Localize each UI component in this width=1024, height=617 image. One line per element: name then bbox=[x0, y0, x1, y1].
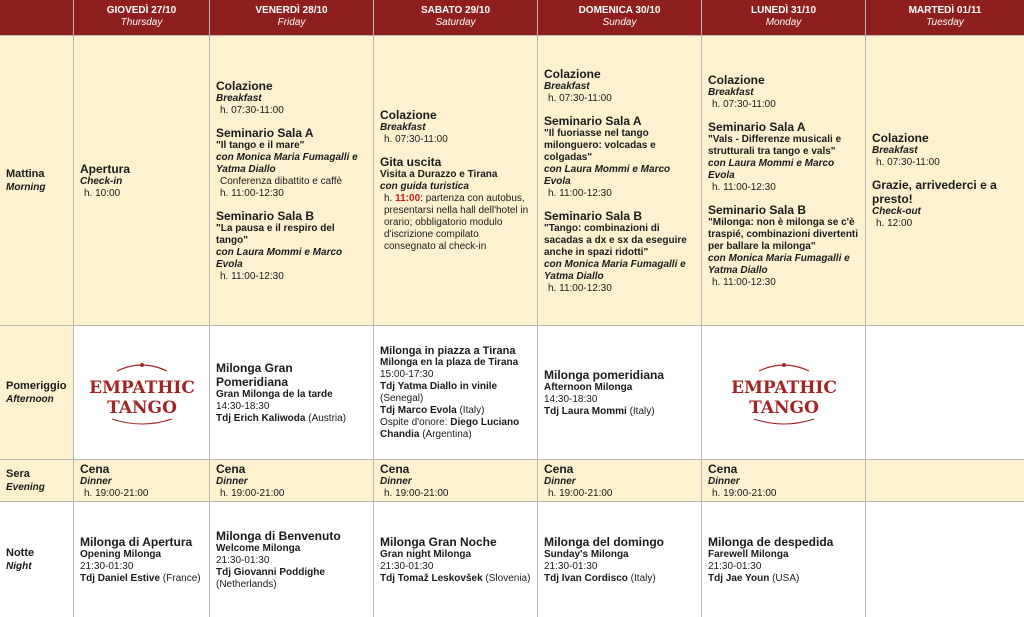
event-theme: "La pausa e il respiro del tango" bbox=[216, 222, 335, 246]
dj-name: Tdj Yatma Diallo in vinile bbox=[380, 380, 498, 392]
event-title: Seminario Sala B bbox=[708, 202, 807, 217]
event-theme: Visita a Durazzo e Tirana bbox=[380, 169, 498, 180]
evening-saturday bbox=[374, 460, 538, 502]
event-subtitle: Afternoon Milonga bbox=[544, 381, 633, 393]
logo-line1: EMPATHIC bbox=[88, 377, 195, 398]
event-title: Seminario Sala A bbox=[216, 125, 314, 140]
dj-name: Tdj Marco Evola bbox=[380, 404, 457, 416]
evening-sunday bbox=[538, 460, 702, 502]
header-tuesday bbox=[866, 0, 1024, 36]
event-subtitle: Breakfast bbox=[544, 80, 590, 92]
event-block bbox=[216, 79, 367, 117]
event-note bbox=[380, 193, 531, 253]
event-block bbox=[872, 178, 1018, 230]
event-subtitle: Farewell Milonga bbox=[708, 548, 789, 560]
header-monday bbox=[702, 0, 866, 36]
event-hours: h. 19:00-21:00 bbox=[712, 487, 777, 499]
event-hours: h. 10:00 bbox=[84, 187, 121, 199]
event-hours: h. 19:00-21:00 bbox=[548, 487, 613, 499]
row-label-en: Morning bbox=[6, 181, 46, 193]
header-thursday bbox=[74, 0, 210, 36]
afternoon-thursday-logo bbox=[74, 326, 210, 460]
event-hours: h. 19:00-21:00 bbox=[220, 487, 285, 499]
guest-name: Diego Luciano Chandia bbox=[380, 416, 520, 440]
dj-country: (Slovenia) bbox=[482, 572, 531, 584]
afternoon-saturday bbox=[374, 326, 538, 460]
event-title: Colazione bbox=[708, 72, 765, 87]
event-dj bbox=[80, 573, 203, 585]
event-note: Conferenza dibattito e caffè bbox=[220, 175, 343, 187]
event-subtitle: Dinner bbox=[80, 475, 112, 487]
event-hours: h. 11:00-12:30 bbox=[220, 270, 284, 282]
event-block bbox=[544, 209, 695, 295]
dj-name: Tdj Giovanni Poddighe bbox=[216, 566, 325, 578]
event-hours: h. 19:00-21:00 bbox=[384, 487, 449, 499]
event-title: Apertura bbox=[80, 161, 131, 176]
event-title: Cena bbox=[544, 461, 574, 476]
night-saturday bbox=[374, 502, 538, 617]
row-label: Pomeriggio bbox=[6, 379, 67, 392]
event-dj bbox=[216, 413, 367, 425]
event-subtitle: Dinner bbox=[708, 475, 740, 487]
event-hours: 21:30-01:30 bbox=[80, 560, 134, 572]
row-label-afternoon bbox=[0, 326, 74, 460]
event-dj bbox=[708, 573, 859, 585]
afternoon-monday-logo bbox=[702, 326, 866, 460]
day-name-en: Friday bbox=[277, 17, 306, 28]
afternoon-friday bbox=[210, 326, 374, 460]
row-label-en: Night bbox=[6, 560, 32, 572]
event-dj bbox=[216, 567, 367, 579]
event-title: Milonga di Apertura bbox=[80, 534, 193, 549]
event-subtitle: Dinner bbox=[216, 475, 248, 487]
day-date: LUNEDÌ 31/10 bbox=[750, 5, 817, 16]
event-hours: 21:30-01:30 bbox=[216, 554, 270, 566]
event-hours: h. 11:00-12:30 bbox=[220, 187, 284, 199]
event-subtitle: Dinner bbox=[544, 475, 576, 487]
departure-note: : partenza con autobus, presentarsi nella hall dell'hotel in orario; obbligatorio modulo d'iscrizione compilato consegnato al check-in bbox=[384, 193, 529, 252]
event-hours: 21:30-01:30 bbox=[380, 560, 434, 572]
header-friday bbox=[210, 0, 374, 36]
event-hours: h. 11:00-12:30 bbox=[548, 187, 612, 199]
dj-name: Tdj Tomaž Leskovšek bbox=[380, 572, 483, 584]
event-title: Milonga di Benvenuto bbox=[216, 528, 341, 543]
event-subtitle: Breakfast bbox=[216, 92, 262, 104]
row-label: Mattina bbox=[6, 167, 45, 180]
event-title: Colazione bbox=[380, 108, 437, 122]
event-hours: h. 07:30-11:00 bbox=[548, 92, 612, 104]
dj-country: (France) bbox=[160, 572, 201, 584]
event-hours: 14:30-18:30 bbox=[216, 400, 270, 412]
night-monday bbox=[702, 502, 866, 617]
logo-line2: TANGO bbox=[106, 397, 177, 418]
event-teachers: con Laura Mommi e Marco Evola bbox=[544, 163, 671, 187]
morning-thursday bbox=[74, 36, 210, 326]
day-name-en: Thursday bbox=[120, 17, 163, 28]
header-saturday bbox=[374, 0, 538, 36]
event-title: Cena bbox=[708, 461, 738, 476]
dj-country: (Netherlands) bbox=[216, 578, 277, 590]
evening-friday bbox=[210, 460, 374, 502]
dj-country: (Senegal) bbox=[380, 392, 424, 404]
morning-monday bbox=[702, 36, 866, 326]
event-subtitle: Breakfast bbox=[708, 86, 754, 98]
event-hours: h. 19:00-21:00 bbox=[84, 487, 149, 499]
row-label-morning bbox=[0, 36, 74, 326]
dj-name: Tdj Jae Youn bbox=[708, 572, 770, 584]
empathic-tango-logo bbox=[87, 357, 197, 429]
event-title: Colazione bbox=[216, 78, 273, 93]
event-hours: h. 12:00 bbox=[876, 218, 913, 229]
event-hours: h. 07:30-11:00 bbox=[384, 134, 448, 145]
day-name-en: Monday bbox=[765, 17, 802, 28]
event-title: Cena bbox=[216, 461, 246, 476]
event-teachers: con Laura Mommi e Marco Evola bbox=[708, 157, 835, 181]
dj-name: Tdj Ivan Cordisco bbox=[544, 572, 628, 584]
morning-saturday bbox=[374, 36, 538, 326]
evening-tuesday bbox=[866, 460, 1024, 502]
event-teachers: con Monica Maria Fumagalli e Yatma Diallo bbox=[544, 258, 686, 282]
event-subtitle: Gran night Milonga bbox=[380, 548, 472, 560]
night-friday bbox=[210, 502, 374, 617]
event-dj bbox=[380, 381, 531, 393]
event-dj bbox=[380, 405, 531, 417]
evening-thursday bbox=[74, 460, 210, 502]
event-block bbox=[544, 114, 695, 200]
event-subtitle: Dinner bbox=[380, 475, 412, 487]
event-teachers: con Laura Mommi e Marco Evola bbox=[216, 246, 343, 270]
event-block bbox=[216, 209, 367, 283]
event-block bbox=[708, 203, 859, 289]
event-title: Colazione bbox=[872, 131, 929, 145]
event-title: Milonga de despedida bbox=[708, 534, 834, 549]
event-subtitle: Sunday's Milonga bbox=[544, 548, 629, 560]
dj-country: (Italy) bbox=[456, 404, 485, 416]
night-tuesday bbox=[866, 502, 1024, 617]
event-block bbox=[80, 162, 203, 200]
event-hours: h. 11:00-12:30 bbox=[712, 181, 776, 193]
dj-name: Tdj Laura Mommi bbox=[544, 405, 627, 417]
guest-country: (Argentina) bbox=[419, 428, 472, 440]
time-prefix: h. bbox=[384, 193, 396, 204]
event-subtitle: Milonga en la plaza de Tirana bbox=[380, 356, 519, 368]
event-title: Cena bbox=[380, 461, 410, 476]
day-name-en: Sunday bbox=[602, 17, 637, 28]
event-block bbox=[872, 131, 1018, 169]
event-hours: h. 07:30-11:00 bbox=[712, 98, 776, 110]
event-title: Seminario Sala A bbox=[708, 119, 806, 134]
dj-name: Tdj Daniel Estive bbox=[80, 572, 161, 584]
event-subtitle: Opening Milonga bbox=[80, 548, 162, 560]
night-sunday bbox=[538, 502, 702, 617]
event-hours: h. 11:00-12:30 bbox=[712, 276, 776, 288]
event-subtitle: Breakfast bbox=[380, 122, 426, 133]
event-dj bbox=[544, 573, 695, 585]
header-sunday bbox=[538, 0, 702, 36]
dj-country: (USA) bbox=[769, 572, 800, 584]
event-hours: 15:00-17:30 bbox=[380, 368, 434, 380]
event-theme: "Vals - Differenze musicali e strutturali tra tango e vals" bbox=[708, 133, 842, 157]
guest-of-honor bbox=[380, 417, 531, 441]
guest-label: Ospite d'onore: bbox=[380, 416, 451, 428]
day-date: MARTEDÌ 01/11 bbox=[908, 5, 982, 16]
header-corner bbox=[0, 0, 74, 36]
dj-country: (Italy) bbox=[626, 405, 655, 417]
morning-tuesday bbox=[866, 36, 1024, 326]
event-hours: h. 07:30-11:00 bbox=[876, 157, 940, 168]
event-theme: "Tango: combinazioni di sacadas a dx e sx da eseguire anche in spazi ridotti" bbox=[544, 222, 687, 258]
event-title: Gita uscita bbox=[380, 155, 442, 169]
event-block bbox=[380, 108, 531, 146]
event-teachers: con Monica Maria Fumagalli e Yatma Diallo bbox=[216, 151, 358, 175]
dj-country: (Austria) bbox=[305, 412, 347, 424]
afternoon-tuesday bbox=[866, 326, 1024, 460]
event-title: Seminario Sala B bbox=[544, 208, 643, 223]
event-title: Milonga Gran Pomeridiana bbox=[216, 360, 293, 389]
event-title: Grazie, arrivederci e a presto! bbox=[872, 178, 997, 206]
event-subtitle: Check-in bbox=[80, 175, 123, 187]
event-title: Milonga in piazza a Tirana bbox=[380, 344, 516, 357]
row-label: Notte bbox=[6, 546, 35, 559]
day-date: SABATO 29/10 bbox=[420, 5, 491, 16]
empathic-tango-logo bbox=[729, 357, 839, 429]
event-title: Milonga pomeridiana bbox=[544, 367, 665, 382]
afternoon-sunday bbox=[538, 326, 702, 460]
row-label-en: Afternoon bbox=[6, 393, 54, 405]
morning-friday bbox=[210, 36, 374, 326]
event-block bbox=[708, 73, 859, 111]
row-label: Sera bbox=[6, 467, 30, 480]
evening-monday bbox=[702, 460, 866, 502]
event-block bbox=[216, 126, 367, 200]
logo-line1: EMPATHIC bbox=[730, 377, 837, 398]
event-teachers: con Monica Maria Fumagalli e Yatma Diallo bbox=[708, 252, 850, 276]
row-label-night bbox=[0, 502, 74, 617]
event-dj bbox=[380, 573, 531, 585]
departure-time: 11:00 bbox=[395, 193, 421, 204]
event-title: Milonga Gran Noche bbox=[380, 534, 497, 549]
event-block bbox=[544, 67, 695, 105]
event-theme: "Milonga: non è milonga se c'è traspié, combinazioni divertenti per ballare la milonga" bbox=[708, 216, 859, 252]
event-subtitle: Welcome Milonga bbox=[216, 542, 301, 554]
event-title: Cena bbox=[80, 461, 110, 476]
event-dj bbox=[544, 406, 695, 418]
day-date: DOMENICA 30/10 bbox=[578, 5, 661, 16]
day-date: GIOVEDÌ 27/10 bbox=[106, 5, 177, 16]
morning-sunday bbox=[538, 36, 702, 326]
event-block bbox=[380, 155, 531, 253]
logo-line2: TANGO bbox=[748, 397, 819, 418]
event-title: Seminario Sala A bbox=[544, 113, 642, 128]
event-hours: h. 11:00-12:30 bbox=[548, 282, 612, 294]
event-title: Colazione bbox=[544, 66, 601, 81]
event-subtitle: Gran Milonga de la tarde bbox=[216, 388, 333, 400]
event-block bbox=[708, 120, 859, 194]
event-hours: 21:30-01:30 bbox=[708, 560, 762, 572]
day-date: VENERDÌ 28/10 bbox=[255, 5, 328, 16]
event-theme: "Il fuoriasse nel tango milonguero: volcadas e colgadas" bbox=[544, 127, 656, 163]
row-label-en: Evening bbox=[6, 481, 45, 493]
event-guide: con guida turistica bbox=[380, 181, 469, 192]
event-subtitle: Check-out bbox=[872, 206, 921, 217]
event-title: Milonga del domingo bbox=[544, 534, 664, 549]
event-theme: "Il tango e il mare" bbox=[216, 139, 305, 151]
day-name-en: Tuesday bbox=[926, 17, 964, 28]
event-hours: h. 07:30-11:00 bbox=[220, 104, 284, 116]
dj-name: Tdj Erich Kaliwoda bbox=[216, 412, 306, 424]
row-label-evening bbox=[0, 460, 74, 502]
event-title: Seminario Sala B bbox=[216, 208, 315, 223]
event-hours: 21:30-01:30 bbox=[544, 560, 598, 572]
dj-country: (Italy) bbox=[627, 572, 656, 584]
day-name-en: Saturday bbox=[435, 17, 476, 28]
event-hours: 14:30-18:30 bbox=[544, 393, 598, 405]
event-subtitle: Breakfast bbox=[872, 145, 918, 156]
night-thursday bbox=[74, 502, 210, 617]
